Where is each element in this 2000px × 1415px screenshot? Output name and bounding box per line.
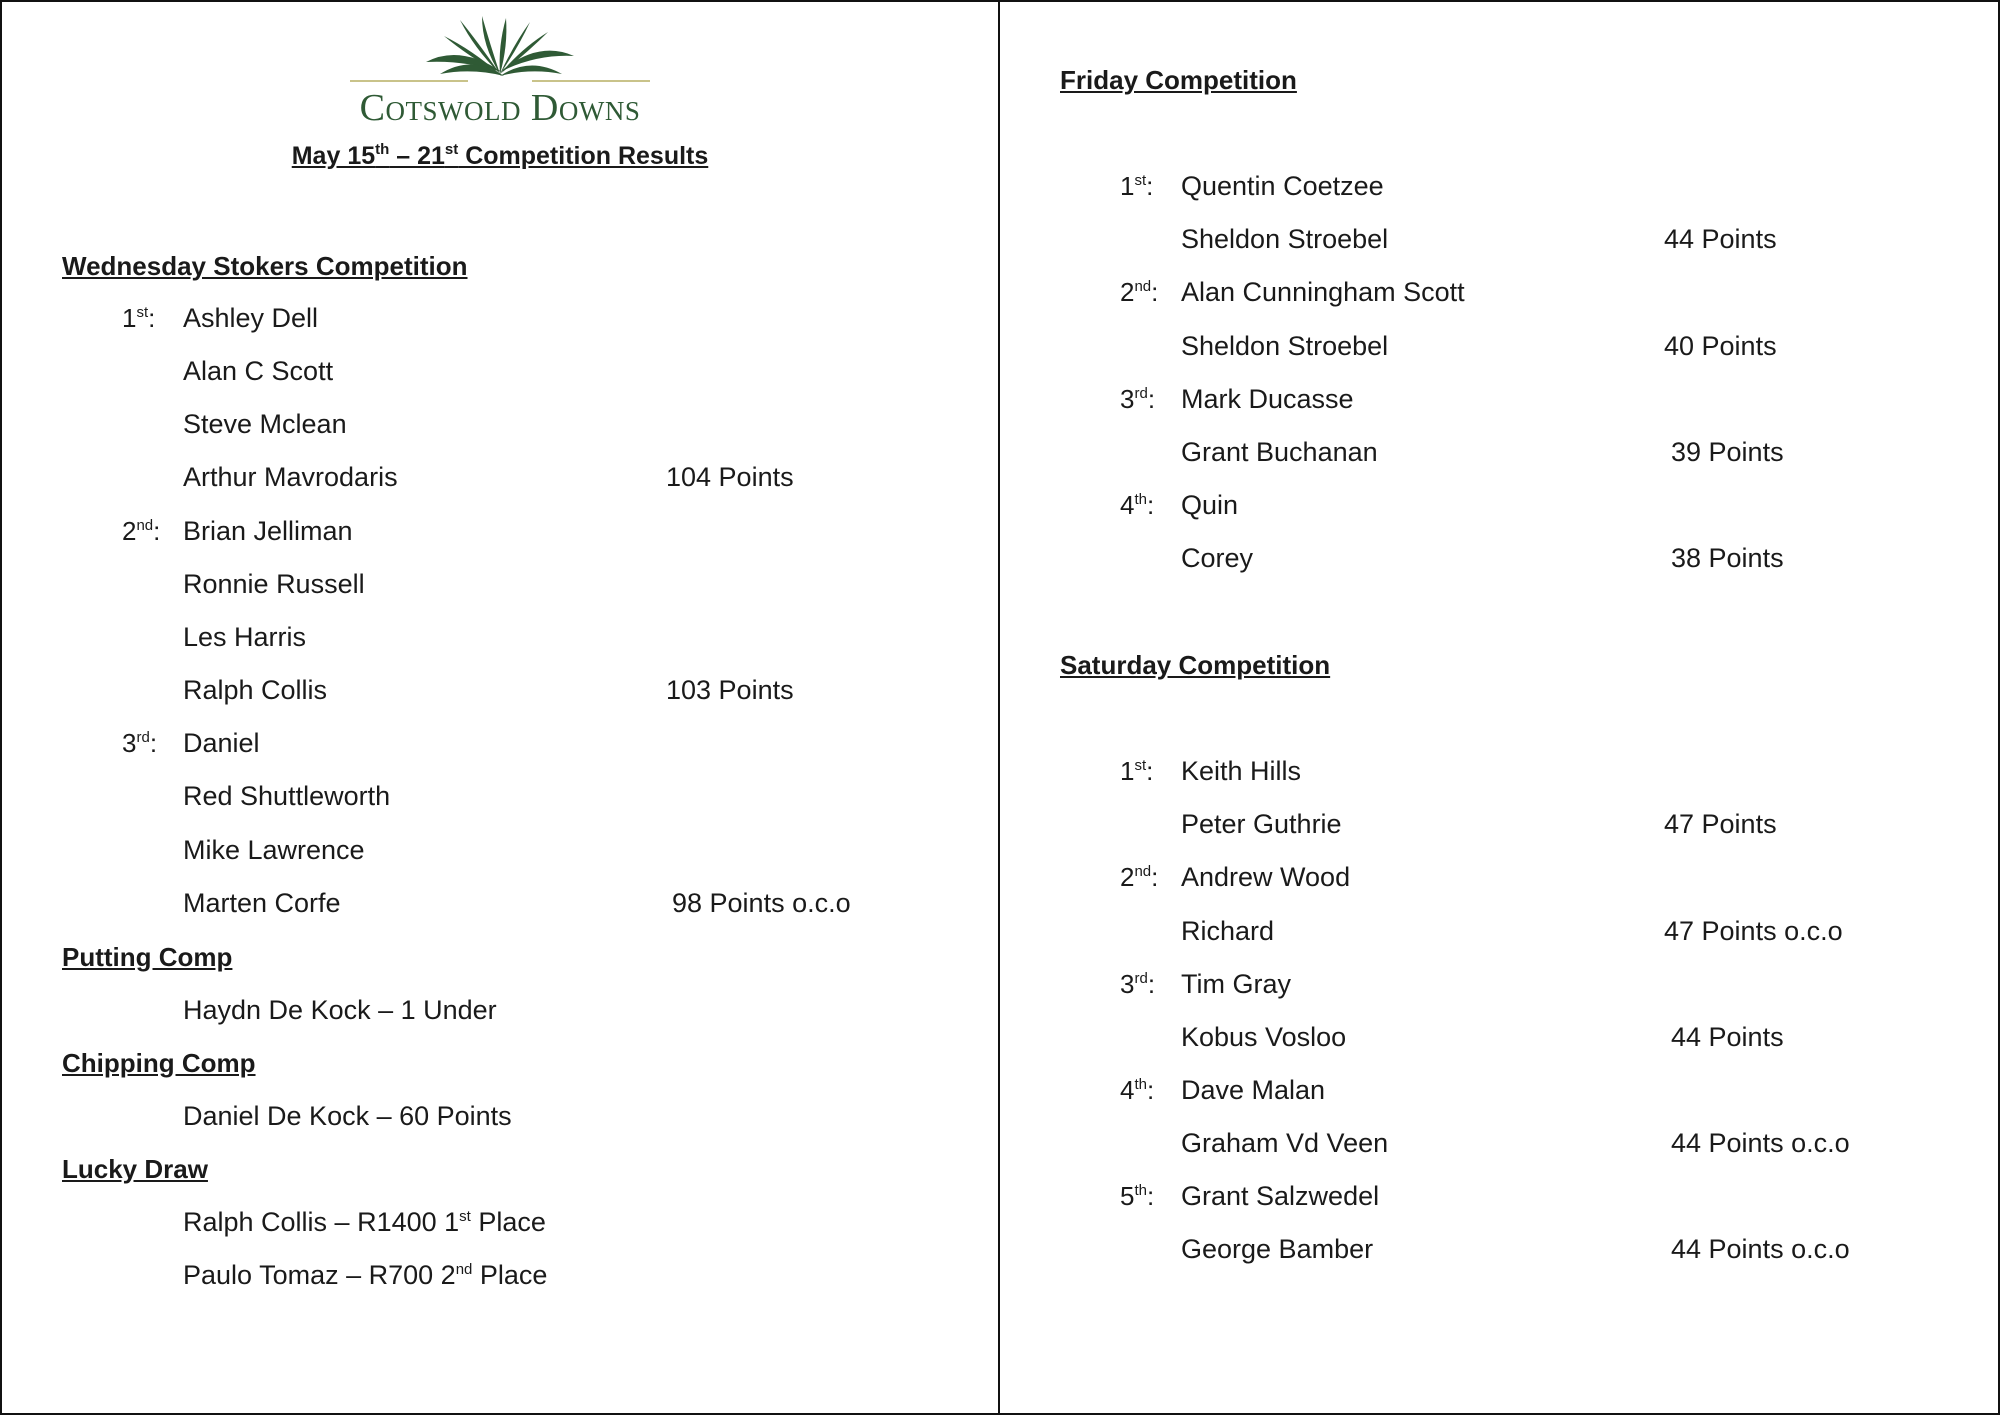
wednesday-player: Brian Jelliman [183, 516, 353, 546]
friday-player: Sheldon Stroebel [1181, 224, 1389, 254]
friday-player: Alan Cunningham Scott [1181, 277, 1465, 307]
friday-player: Quentin Coetzee [1181, 171, 1384, 201]
wednesday-player: Ronnie Russell [183, 569, 365, 599]
wednesday-player: Steve Mclean [183, 409, 347, 439]
wednesday-player: Les Harris [183, 622, 307, 652]
saturday-place-2: 2nd: [1120, 862, 1159, 892]
friday-points-4: 38 Points [1671, 543, 1784, 573]
saturday-player: Keith Hills [1181, 756, 1302, 786]
saturday-points-2: 47 Points o.c.o [1664, 916, 1843, 946]
saturday-player: Dave Malan [1181, 1075, 1326, 1105]
friday-place-2: 2nd: [1120, 277, 1159, 307]
wednesday-points-2: 103 Points [666, 675, 794, 705]
logo-text: Cotswold Downs [359, 87, 641, 129]
saturday-place-3: 3rd: [1120, 969, 1156, 999]
wednesday-place-3: 3rd: [122, 728, 158, 758]
wednesday-heading: Wednesday Stokers Competition [62, 251, 468, 281]
saturday-heading: Saturday Competition [1060, 650, 1331, 680]
putting-winner: Haydn De Kock – 1 Under [183, 995, 497, 1025]
saturday-points-3: 44 Points [1671, 1022, 1784, 1052]
friday-player: Sheldon Stroebel [1181, 331, 1389, 361]
chipping-winner: Daniel De Kock – 60 Points [183, 1101, 512, 1131]
wednesday-place-2: 2nd: [122, 516, 161, 546]
friday-player: Corey [1181, 543, 1254, 573]
logo-rule-left [350, 80, 468, 82]
wednesday-player: Red Shuttleworth [183, 781, 391, 811]
saturday-place-4: 4th: [1120, 1075, 1155, 1105]
palm-leaves-icon [420, 16, 580, 88]
friday-place-4: 4th: [1120, 490, 1155, 520]
cotswold-downs-logo [350, 16, 650, 136]
friday-heading: Friday Competition [1060, 65, 1297, 95]
saturday-player: Tim Gray [1181, 969, 1291, 999]
wednesday-player: Daniel [183, 728, 260, 758]
saturday-player: Graham Vd Veen [1181, 1128, 1389, 1158]
friday-points-3: 39 Points [1671, 437, 1784, 467]
saturday-points-5: 44 Points o.c.o [1671, 1234, 1850, 1264]
wednesday-place-1: 1st: [122, 303, 156, 333]
page-title: May 15th – 21st Competition Results [291, 141, 709, 170]
column-divider [998, 0, 1000, 1415]
friday-player: Grant Buchanan [1181, 437, 1378, 467]
wednesday-player: Ashley Dell [183, 303, 319, 333]
lucky-draw-entry: Ralph Collis – R1400 1st Place [183, 1207, 546, 1237]
saturday-place-5: 5th: [1120, 1181, 1155, 1211]
saturday-player: Richard [1181, 916, 1275, 946]
lucky-draw-heading: Lucky Draw [62, 1154, 208, 1184]
wednesday-player: Alan C Scott [183, 356, 334, 386]
friday-place-3: 3rd: [1120, 384, 1156, 414]
wednesday-player: Arthur Mavrodaris [183, 462, 398, 492]
putting-heading: Putting Comp [62, 942, 233, 972]
wednesday-player: Ralph Collis [183, 675, 328, 705]
friday-points-2: 40 Points [1664, 331, 1777, 361]
wednesday-player: Mike Lawrence [183, 835, 365, 865]
saturday-player: George Bamber [1181, 1234, 1374, 1264]
friday-player: Quin [1181, 490, 1239, 520]
saturday-place-1: 1st: [1120, 756, 1154, 786]
saturday-player: Grant Salzwedel [1181, 1181, 1380, 1211]
friday-points-1: 44 Points [1664, 224, 1777, 254]
chipping-heading: Chipping Comp [62, 1048, 256, 1078]
saturday-player: Kobus Vosloo [1181, 1022, 1347, 1052]
lucky-draw-entry: Paulo Tomaz – R700 2nd Place [183, 1260, 548, 1290]
saturday-player: Peter Guthrie [1181, 809, 1342, 839]
wednesday-points-1: 104 Points [666, 462, 794, 492]
saturday-points-1: 47 Points [1664, 809, 1777, 839]
saturday-player: Andrew Wood [1181, 862, 1351, 892]
logo-rule-right [532, 80, 650, 82]
saturday-points-4: 44 Points o.c.o [1671, 1128, 1850, 1158]
friday-player: Mark Ducasse [1181, 384, 1354, 414]
friday-place-1: 1st: [1120, 171, 1154, 201]
wednesday-player: Marten Corfe [183, 888, 341, 918]
wednesday-points-3: 98 Points o.c.o [672, 888, 851, 918]
